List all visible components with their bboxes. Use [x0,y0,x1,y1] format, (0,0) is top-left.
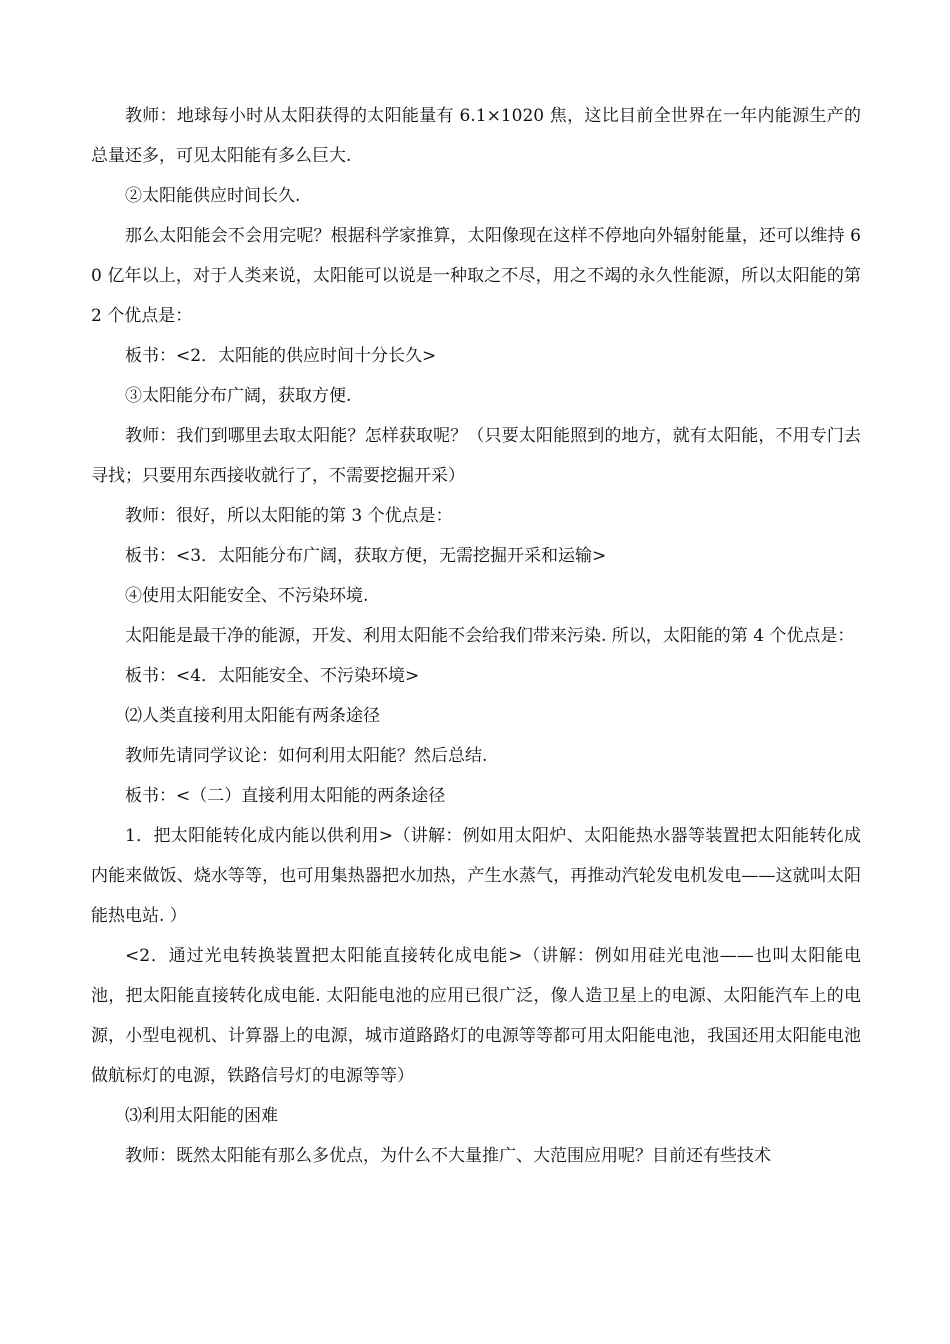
paragraph-15: 1．把太阳能转化成内能以供利用>（讲解：例如用太阳炉、太阳能热水器等装置把太阳能转化成内能来做饭、烧水等等，也可用集热器把水加热，产生水蒸气，再推动汽轮发电机发电——这就叫太阳能热电站. ） [91,826,861,926]
paragraph-7: 教师：很好，所以太阳能的第 3 个优点是： [125,506,453,526]
paragraph-2: ②太阳能供应时间长久. [125,186,301,206]
paragraph-6: 教师：我们到哪里去取太阳能？怎样获取呢？（只要太阳能照到的地方，就有太阳能，不用专门去寻找；只要用东西接收就行了，不需要挖掘开采） [91,426,861,486]
paragraph-3: 那么太阳能会不会用完呢？根据科学家推算，太阳像现在这样不停地向外辐射能量，还可以维持 60 亿年以上，对于人类来说，太阳能可以说是一种取之不尽，用之不竭的永久性能源，所以太阳能的第 2 个优点是： [91,226,861,326]
paragraph-10: 太阳能是最干净的能源，开发、利用太阳能不会给我们带来污染. 所以，太阳能的第 4 个优点是： [125,626,855,646]
paragraph-4: 板书：<2．太阳能的供应时间十分长久> [125,346,437,366]
paragraph-12: ⑵人类直接利用太阳能有两条途径 [125,706,380,726]
paragraph-5: ③太阳能分布广阔，获取方便. [125,386,352,406]
paragraph-18: 教师：既然太阳能有那么多优点，为什么不大量推广、大范围应用呢？目前还有些技术 [125,1146,771,1166]
paragraph-1: 教师：地球每小时从太阳获得的太阳能量有 6.1×1020 焦，这比目前全世界在一年内能源生产的总量还多，可见太阳能有多么巨大. [91,106,861,166]
paragraph-17: ⑶利用太阳能的困难 [125,1106,278,1126]
document-page [91,96,861,1176]
paragraph-8: 板书：<3．太阳能分布广阔，获取方便，无需挖掘开采和运输> [125,546,607,566]
paragraph-14: 板书：<（二）直接利用太阳能的两条途径 [125,786,446,806]
paragraph-9: ④使用太阳能安全、不污染环境. [125,586,369,606]
paragraph-13: 教师先请同学议论：如何利用太阳能？然后总结. [125,746,488,766]
paragraph-16: <2．通过光电转换装置把太阳能直接转化成电能>（讲解：例如用硅光电池——也叫太阳能电池，把太阳能直接转化成电能. 太阳能电池的应用已很广泛，像人造卫星上的电源、太阳能汽车上的电源，小型电视机、计算器上的电源，城市道路路灯的电源等等都可用太阳能电池，我国还用太阳能电池做航标灯的电源，铁路信号灯的电源等等） [91,946,861,1086]
paragraph-11: 板书：<4．太阳能安全、不污染环境> [125,666,420,686]
